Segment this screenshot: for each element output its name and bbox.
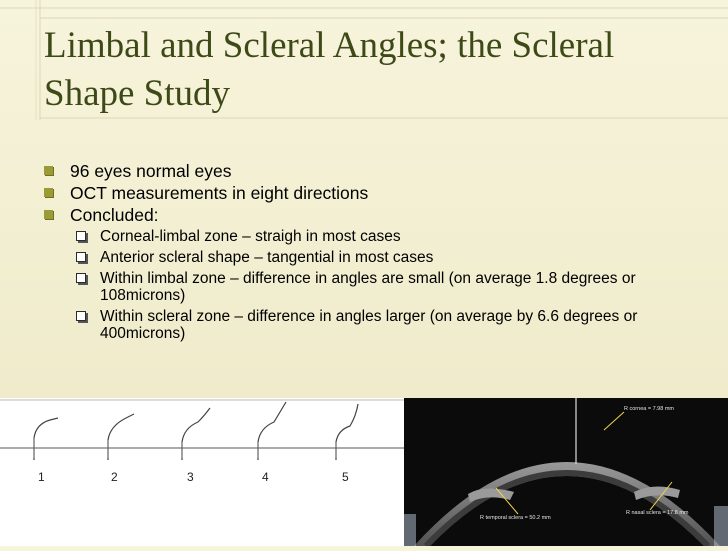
bullet-text: Concluded: bbox=[70, 205, 159, 225]
shape-curve-2 bbox=[108, 414, 134, 460]
square-bullet-icon bbox=[44, 166, 53, 175]
shape-curve-3 bbox=[182, 408, 210, 460]
scleral-shape-diagram bbox=[0, 398, 404, 546]
sub-bullet-item bbox=[70, 249, 700, 266]
bullet-text: 96 eyes normal eyes bbox=[70, 161, 232, 181]
sub-bullet-item bbox=[70, 270, 700, 304]
sub-bullet-text: Corneal-limbal zone – straigh in most cases bbox=[100, 228, 401, 245]
sub-bullet-text: Anterior scleral shape – tangential in most cases bbox=[100, 249, 434, 266]
slide-title: Limbal and Scleral Angles; the Scleral Shape Study bbox=[44, 25, 615, 114]
sub-bullet-text: Within limbal zone – difference in angles are small (on average 1.8 degrees or 108microns) bbox=[100, 270, 636, 304]
checkbox-bullet-icon bbox=[76, 252, 86, 262]
shape-label: 4 bbox=[262, 470, 269, 484]
bullet-list bbox=[40, 160, 700, 346]
bullet-item bbox=[40, 182, 700, 204]
oct-drawing bbox=[404, 398, 728, 546]
shape-curve-1 bbox=[34, 418, 58, 460]
shape-curve-4 bbox=[258, 402, 286, 460]
square-bullet-icon bbox=[44, 210, 53, 219]
bullet-text: OCT measurements in eight directions bbox=[70, 183, 369, 203]
nasal-sclera-label: R nasal sclera = 17.8 mm bbox=[626, 510, 689, 516]
temporal-sclera-label: R temporal sclera = 50.2 mm bbox=[480, 515, 551, 521]
bullet-item bbox=[40, 204, 700, 342]
square-bullet-icon bbox=[44, 188, 53, 197]
cornea-measure-label: R cornea = 7.98 mm bbox=[624, 406, 674, 412]
shape-curve-5 bbox=[336, 404, 358, 460]
shape-label: 5 bbox=[342, 470, 349, 484]
shape-label: 1 bbox=[38, 470, 45, 484]
bullet-item bbox=[40, 160, 700, 182]
sub-bullet-list bbox=[70, 228, 700, 342]
checkbox-bullet-icon bbox=[76, 231, 86, 241]
sub-bullet-text: Within scleral zone – difference in angles larger (on average by 6.6 degrees or 400microns) bbox=[100, 308, 638, 342]
shape-label: 3 bbox=[187, 470, 194, 484]
oct-scan-image bbox=[404, 398, 728, 546]
sub-bullet-item bbox=[70, 308, 700, 342]
sub-bullet-item bbox=[70, 228, 700, 245]
checkbox-bullet-icon bbox=[76, 273, 86, 283]
shape-label: 2 bbox=[111, 470, 118, 484]
checkbox-bullet-icon bbox=[76, 311, 86, 321]
